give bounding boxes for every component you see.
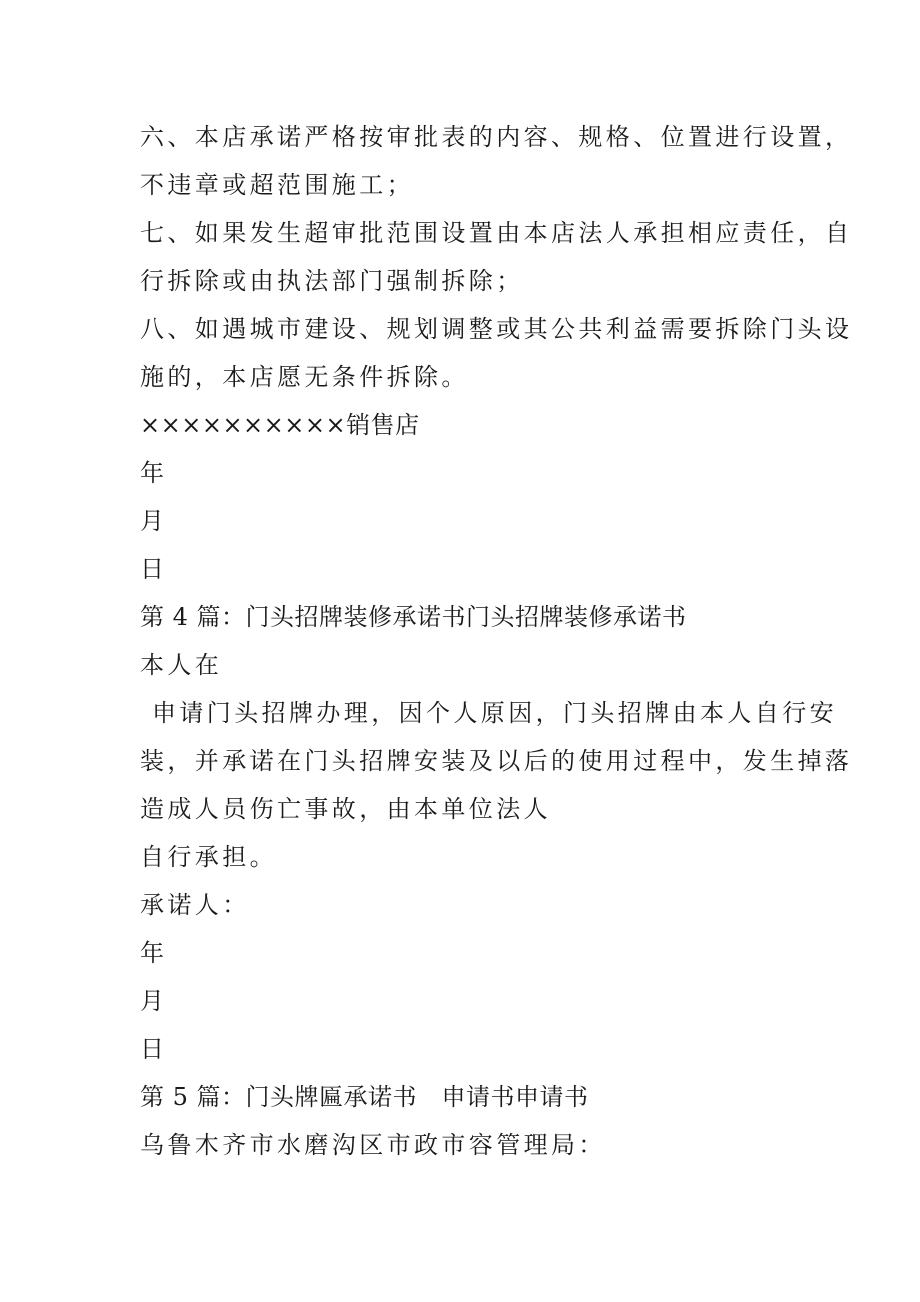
paragraph-line: 装，并承诺在门头招牌安装及以后的使用过程中，发生掉落 bbox=[140, 747, 853, 775]
section-heading: 第 4 篇：门头招牌装修承诺书门头招牌装修承诺书 bbox=[140, 603, 687, 631]
signatory-label: 承诺人： bbox=[140, 891, 250, 919]
paragraph-line: 八、如遇城市建设、规划调整或其公共利益需要拆除门头设 bbox=[140, 315, 853, 343]
addressee-line: 乌鲁木齐市水磨沟区市政市容管理局： bbox=[140, 1131, 606, 1159]
paragraph-line: 行拆除或由执法部门强制拆除； bbox=[140, 267, 524, 295]
paragraph-line: 施的，本店愿无条件拆除。 bbox=[140, 363, 469, 391]
date-year-label: 年 bbox=[140, 939, 168, 967]
date-month-label: 月 bbox=[140, 987, 168, 1015]
paragraph-line: 造成人员伤亡事故，由本单位法人 bbox=[140, 795, 551, 823]
paragraph-line: 本人在 bbox=[140, 651, 223, 679]
date-day-label: 日 bbox=[140, 1035, 168, 1063]
section-heading: 第 5 篇：门头牌匾承诺书 申请书申请书 bbox=[140, 1083, 589, 1111]
date-year-label: 年 bbox=[140, 459, 168, 487]
date-month-label: 月 bbox=[140, 507, 168, 535]
paragraph-line: 六、本店承诺严格按审批表的内容、规格、位置进行设置， bbox=[140, 123, 853, 151]
paragraph-line: 自行承担。 bbox=[140, 843, 277, 871]
paragraph-line: 不违章或超范围施工； bbox=[140, 171, 414, 199]
paragraph-line: 申请门头招牌办理，因个人原因，门头招牌由本人自行安 bbox=[152, 699, 837, 727]
paragraph-line: 七、如果发生超审批范围设置由本店法人承担相应责任，自 bbox=[140, 219, 853, 247]
date-day-label: 日 bbox=[140, 555, 168, 583]
store-name-line: ××××××××××销售店 bbox=[140, 411, 420, 439]
